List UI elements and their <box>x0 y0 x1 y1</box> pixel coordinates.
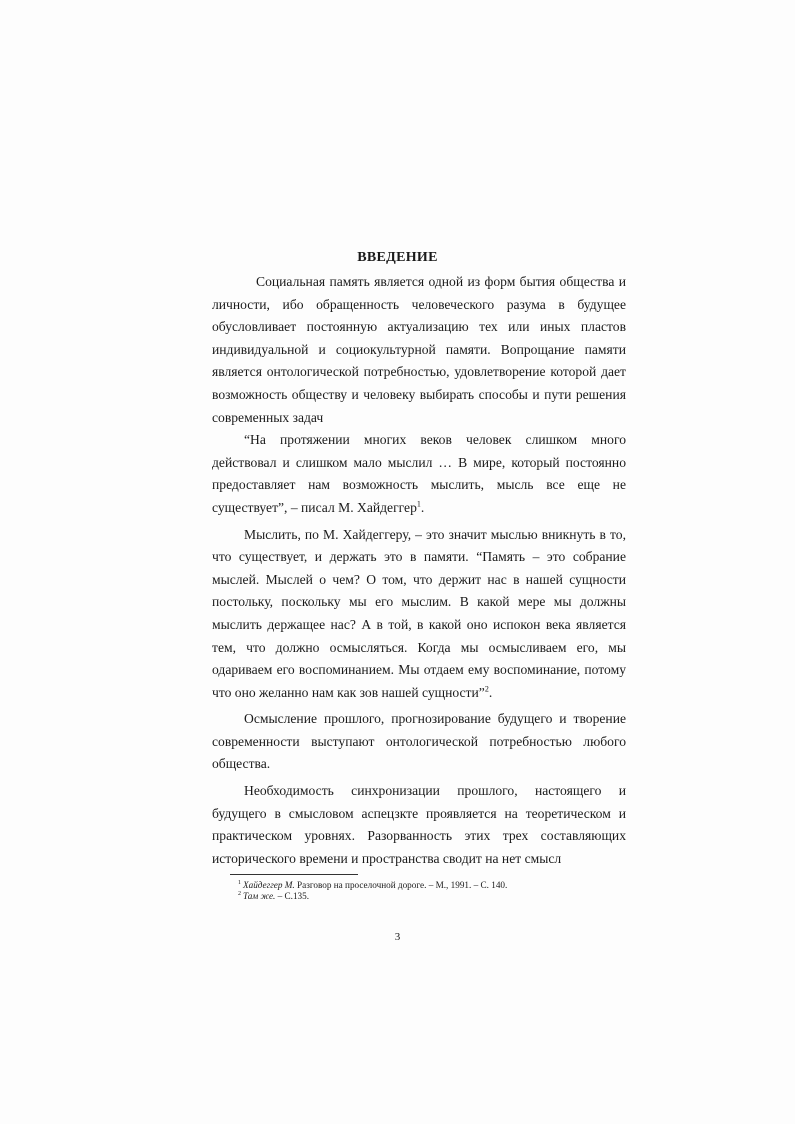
paragraph-2-end: . <box>420 499 425 515</box>
footnote-1 <box>238 880 598 891</box>
footnote-divider <box>230 874 358 875</box>
footnote-1-author: Хайдеггер М. <box>243 880 295 890</box>
footnote-2-mark: 2 <box>238 890 241 897</box>
paragraph-5-text: Необходимость синхронизации прошлого, настоящего и будущего в смысловом аспецзкте проявляется на теоретическом и практическом уровнях. Разорванность этих трех составляющих исторического времени и пространства сводит на нет смысл <box>212 783 626 866</box>
paragraph-2-text: “На протяжении многих веков человек слишком много действовал и слишком мало мыслил … В мире, который постоянно предоставляет нам возможность мыслить, мысль все еще не существует”, – писал М. Хайдеггер <box>212 432 626 515</box>
footnote-1-mark: 1 <box>238 879 241 886</box>
footnote-1-text: Разговор на проселочной дороге. – М., 1991. – С. 140. <box>297 880 508 890</box>
section-title: ВВЕДЕНИЕ <box>357 250 438 265</box>
footnote-2-author: Там же. <box>243 891 276 901</box>
paragraph-3-end: . <box>488 684 493 700</box>
footnote-ref-1: 1 <box>416 499 421 509</box>
paragraph-2 <box>212 429 626 519</box>
footnote-2 <box>238 891 598 902</box>
paragraph-5 <box>212 780 626 870</box>
footnotes <box>238 880 598 902</box>
paragraph-1 <box>212 271 626 429</box>
paragraph-1-text: Социальная память является одной из форм бытия общества и личности, ибо обращенность человеческого разума в будущее обусловливает постоянную актуализацию тех или иных пластов индивидуальной и социокультурной памяти. Вопрощание памяти является онтологической потребностью, удовлетворение которой дает возможность обществу и человеку выбирать способы и пути решения современных задач <box>212 274 626 425</box>
page-number: 3 <box>394 931 401 943</box>
footnote-2-text: – С.135. <box>277 891 310 901</box>
paragraph-4 <box>212 708 626 776</box>
footnote-ref-2: 2 <box>484 684 489 694</box>
paragraph-3-text: Мыслить, по М. Хайдеггеру, – это значит мыслью вникнуть в то, что существует, и держать это в памяти. “Память – это собрание мыслей. Мыслей о чем? О том, что держит нас в нашей сущности постольку, поскольку мы его мыслим. В какой мере мы должны мыслить держащее нас? А в той, в какой оно испокон века является тем, что должно осмысляться. Когда мы осмысливаем его, мы одариваем его воспоминанием. Мы отдаем ему воспоминание, потому что оно желанно нам как зов нашей сущности” <box>212 526 626 700</box>
paragraph-4-text: Осмысление прошлого, прогнозирование будущего и творение современности выступают онтологической потребностью любого общества. <box>212 711 626 772</box>
body-text <box>212 271 626 870</box>
paragraph-3 <box>212 524 626 705</box>
